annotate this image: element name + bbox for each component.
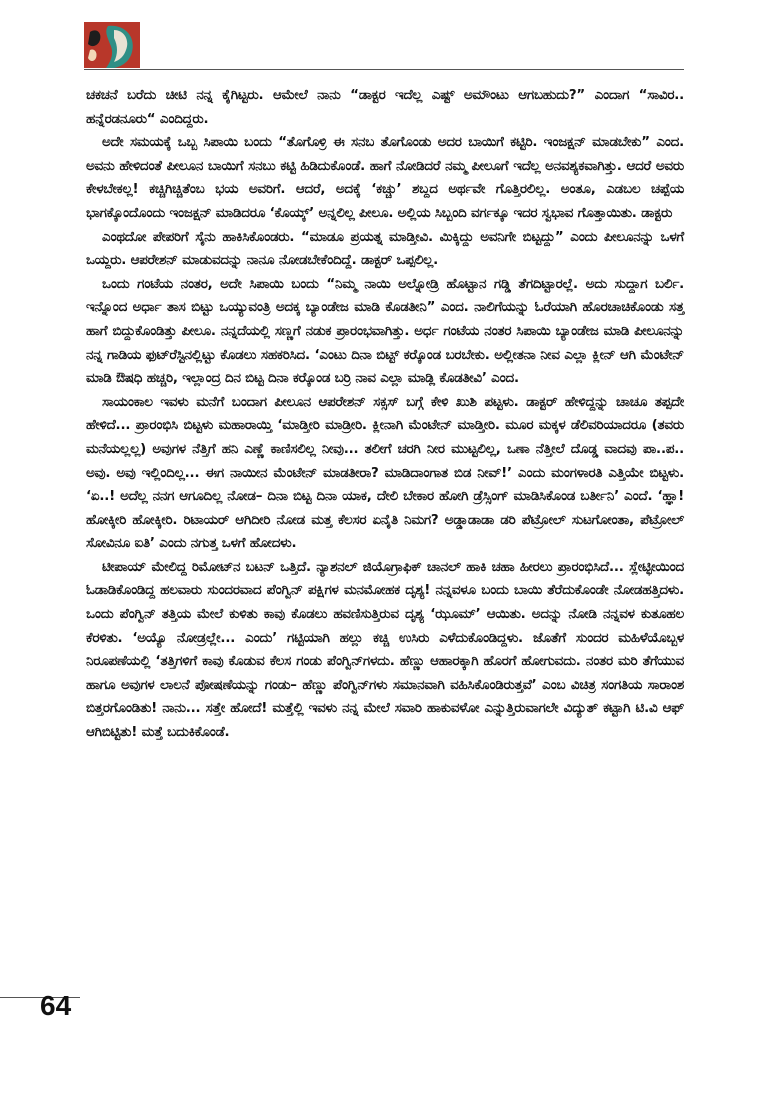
paragraph-2: ಅದೇ ಸಮಯಕ್ಕೆ ಒಬ್ಬ ಸಿಪಾಯಿ ಬಂದು “ತೊಗೊಳ್ರಿ ಈ ಸನಬ ತೊಗೊಂಡು ಅದರ ಬಾಯಿಗೆ ಕಟ್ಟಿರಿ. ಇಂಜಕ್ಷನ್ ಮಾಡಬೇಕು” ಎಂದ. ಅವನು ಹೇಳಿದಂತೆ ಪೀಲೂನ ಬಾಯಿಗೆ ಸನಬು ಕಟ್ಟಿ ಹಿಡಿದುಕೊಂಡೆ. ಹಾಗೆ ನೋಡಿದರೆ ನಮ್ಮ ಪೀಲೂಗೆ ಇದೆಲ್ಲ ಅನವಶ್ಯಕವಾಗಿತ್ತು. ಆದರೆ ಅವರು ಕೇಳಬೇಕಲ್ಲ! ಕಚ್ಚಿಗಿಚ್ಚಿತೆಂಬ ಭಯ ಅವರಿಗೆ. ಆದರೆ, ಅದಕ್ಕೆ ‘ಕಚ್ಚು’ ಶಬ್ದದ ಅರ್ಥವೇ ಗೊತ್ತಿರಲಿಲ್ಲ. ಅಂತೂ, ಎಡಬಲ ಚಪ್ಪೆಯ ಭಾಗಕ್ಕೊಂದೊಂದು ಇಂಜಕ್ಷನ್ ಮಾಡಿದರೂ ‘ಕೊಯ್ಕ್’ ಅನ್ನಲಿಲ್ಲ ಪೀಲೂ. ಅಲ್ಲಿಯ ಸಿಬ್ಬಂದಿ ವರ್ಗಕ್ಕೂ ಇದರ ಸ್ವಭಾವ ಗೊತ್ತಾಯಿತು. ಡಾಕ್ಟರು [86, 135, 684, 221]
article-body [86, 84, 684, 745]
paragraph-3: ಎಂಥದೋ ಪೇಪರಿಗೆ ಸೈನು ಹಾಕಿಸಿಕೊಂಡರು. “ಮಾಡೂ ಪ್ರಯತ್ನ ಮಾಡ್ತೀವಿ. ಮಿಕ್ಕಿದ್ದು ಅವನಿಗೇ ಬಿಟ್ಟದ್ದು” ಎಂದು ಪೀಲೂನನ್ನು ಒಳಗೆ ಒಯ್ದರು. ಆಪರೇಶನ್ ಮಾಡುವದನ್ನು ನಾನೂ ನೋಡಬೇಕೆಂದಿದ್ದೆ. ಡಾಕ್ಟರ್ ಒಪ್ಪಲಿಲ್ಲ. [86, 229, 684, 269]
paragraph-5: ಸಾಯಂಕಾಲ ಇವಳು ಮನೆಗೆ ಬಂದಾಗ ಪೀಲೂನ ಆಪರೇಶನ್ ಸಕ್ಸಸ್ ಬಗ್ಗೆ ಕೇಳಿ ಖುಶಿ ಪಟ್ಟಳು. ಡಾಕ್ಟರ್ ಹೇಳಿದ್ದನ್ನು ಚಾಚೂ ತಪ್ಪದೇ ಹೇಳಿದೆ... ಪ್ರಾರಂಭಿಸಿ ಬಿಟ್ಟಳು ಮಹಾರಾಯ್ತಿ ‘ಮಾಡ್ತೀರಿ ಮಾಡ್ರೀರಿ. ಕ್ಲೀನಾಗಿ ಮೆಂಟೇನ್ ಮಾಡ್ತೀರಿ. ಮೂರ ಮಕ್ಕಳ ಡೆಲಿವರಿಯಾದರೂ (ತವರು ಮನೆಯಲ್ಲಲ್ಲ) ಅವುಗಳ ನೆತ್ತಿಗೆ ಹನಿ ಎಣ್ಣೆ ಕಾಣಿಸಲಿಲ್ಲ ನೀವು... ತಲೀಗೆ ಚರಗಿ ನೀರ ಮುಟ್ಟಲಿಲ್ಲ, ಒಣಾ ನೆತ್ತೀಲೆ ದೊಡ್ಡ ವಾದವು ಪಾ..ಪ.. ಅವು. ಅವು ಇಲ್ಲಿಂದಿಲ್ಲ... ಈಗ ನಾಯೀನ ಮೆಂಟೇನ್ ಮಾಡತೀರಾ? ಮಾಡಿದಾಂಗಾತ ಬಿಡ ನೀವ್!’ ಎಂದು ಮಂಗಳಾರತಿ ಎತ್ತಿಯೇ ಬಿಟ್ಟಳು. ‘ಏ..! ಅದೆಲ್ಲ ನನಗ ಆಗೂದಿಲ್ಲ ನೋಡ– ದಿನಾ ಬಿಟ್ಟ ದಿನಾ ಯಾಕ, ದೇಲಿ ಬೇಕಾರ ಹೋಗಿ ಡ್ರೆಸ್ಸಿಂಗ್ ಮಾಡಿಸಿಕೊಂಡ ಬರ್ತೀನಿ’ ಎಂದೆ. ‘ಹ್ಞಾ! ಹೋಕ್ಕೀರಿ ಹೋಕ್ಕೀರಿ. ರಿಟಾಯರ್ ಆಗಿದೀರಿ ನೋಡ ಮತ್ತ ಕೆಲಸರ ಏನೈತಿ ನಿಮಗ? ಅಡ್ಡಾಡಾಡಾ ಡರಿ ಪೆಟ್ರೋಲ್ ಸುಟಗೋಂತಾ, ಪೆಟ್ರೋಲ್ ಸೋವಿನೂ ಐತಿ’ ಎಂದು ನಗುತ್ತ ಒಳಗೆ ಹೋದಳು. [86, 394, 684, 552]
header-divider [84, 69, 684, 70]
magazine-logo [84, 22, 140, 68]
paragraph-4: ಒಂದು ಗಂಟೆಯ ನಂತರ, ಅದೇ ಸಿಪಾಯಿ ಬಂದು “ನಿಮ್ಮ ನಾಯಿ ಅಲ್ನೋಡ್ರಿ ಹೊಟ್ಟಾನ ಗಡ್ಡಿ ತೆಗದಿಟ್ಟಾರಲ್ಲೆ. ಅದು ಸುದ್ದಾಗ ಬರ್ಲಿ. ಇನ್ನೊಂದ ಅರ್ಧಾ ತಾಸ ಬಿಟ್ಟು ಒಯ್ಯುವಂತ್ರಿ ಅದಕ್ಕ ಬ್ಯಾಂಡೇಜ ಮಾಡಿ ಕೊಡತೀನಿ” ಎಂದ. ನಾಲಿಗೆಯನ್ನು ಓರೆಯಾಗಿ ಹೊರಚಾಚಿಕೊಂಡು ಸತ್ತ ಹಾಗೆ ಬಿದ್ದುಕೊಂಡಿತ್ತು ಪೀಲೂ. ನನ್ನದೆಯಲ್ಲಿ ಸಣ್ಣಗೆ ನಡುಕ ಪ್ರಾರಂಭವಾಗಿತ್ತು. ಅರ್ಧ ಗಂಟೆಯ ನಂತರ ಸಿಪಾಯಿ ಬ್ಯಾಂಡೇಜ ಮಾಡಿ ಪೀಲೂನನ್ನು ನನ್ನ ಗಾಡಿಯ ಫುಟ್‌ರೆಸ್ಟಿನಲ್ಲಿಟ್ಟು ಕೊಡಲು ಸಹಕರಿಸಿದ. ‘ಎಂಟು ದಿನಾ ಬಿಟ್ಟ್ ಕರ್‍ಕೊಂಡ ಬರಬೇಕು. ಅಲ್ಲೀತನಾ ನೀವ ಎಲ್ಲಾ ಕ್ಲೀನ್ ಆಗಿ ಮೆಂಟೇನ್ ಮಾಡಿ ಔಷಧಿ ಹಚ್ಚರಿ, ಇಲ್ಲಾಂದ್ರ ದಿನ ಬಿಟ್ಟ ದಿನಾ ಕರ್‍ಕೊಂಡ ಬರ್‍ರಿ ನಾವ ಎಲ್ಲಾ ಮಾಡ್ಲಿ ಕೊಡತೀವಿ’ ಎಂದ. [86, 276, 684, 387]
page-number: 64 [40, 990, 72, 1021]
paragraph-6: ಟೀಪಾಯ್ ಮೇಲಿದ್ದ ರಿಮೋಟ್‌ನ ಬಟನ್ ಒತ್ತಿದೆ. ನ್ಯಾಶನಲ್ ಜಿಯೊಗ್ರಾಫಿಕ್ ಚಾನಲ್ ಹಾಕಿ ಚಹಾ ಹೀರಲು ಪ್ರಾರಂಭಿಸಿದೆ... ಸ್ಲೇಟ್ಫೀಯಿಂದ ಓಡಾಡಿಕೊಂಡಿದ್ದ ಹಲವಾರು ಸುಂದರವಾದ ಪೆಂಗ್ವಿನ್ ಪಕ್ಷಿಗಳ ಮನಮೋಹಕ ದೃಶ್ಯ! ನನ್ನವಳೂ ಬಂದು ಬಾಯಿ ತೆರೆದುಕೊಂಡೇ ನೋಡಹತ್ತಿದಳು. ಒಂದು ಪೆಂಗ್ವಿನ್ ತತ್ತಿಯ ಮೇಲೆ ಕುಳಿತು ಕಾವು ಕೊಡಲು ಹವಣಿಸುತ್ತಿರುವ ದೃಶ್ಯ ‘ಝೂಮ್’ ಆಯಿತು. ಅದನ್ನು ನೋಡಿ ನನ್ನವಳ ಕುತೂಹಲ ಕೆರಳಿತು. ‘ಅಯ್ಯೊ ನೋಡ್ರಲ್ಲೇ... ಎಂದು’ ಗಟ್ಟಿಯಾಗಿ ಹಲ್ಲು ಕಚ್ಚಿ ಉಸಿರು ಎಳೆದುಕೊಂಡಿದ್ದಳು. ಜೊತೆಗೆ ಸುಂದರ ಮಹಿಳೆಯೊಬ್ಬಳ ನಿರೂಪಣೆಯಲ್ಲಿ ‘ತತ್ತಿಗಳಿಗೆ ಕಾವು ಕೊಡುವ ಕೆಲಸ ಗಂಡು ಪೆಂಗ್ವಿನ್‌ಗಳದು. ಹೆಣ್ಣು ಆಹಾರಕ್ಕಾಗಿ ಹೊರಗೆ ಹೋಗುವದು. ನಂತರ ಮರಿ ತೆಗೆಯುವ ಹಾಗೂ ಅವುಗಳ ಲಾಲನೆ ಪೋಷಣೆಯನ್ನು ಗಂಡು– ಹೆಣ್ಣು ಪೆಂಗ್ವಿನ್‌ಗಳು ಸಮಾನವಾಗಿ ವಹಿಸಿಕೊಂಡಿರುತ್ತವೆ’ ಎಂಬ ವಿಚಿತ್ರ ಸಂಗತಿಯ ಸಾರಾಂಶ ಬಿತ್ತರಗೊಂಡಿತು! ನಾನು... ಸತ್ತೇ ಹೋದೆ! ಮತ್ತೆಲ್ಲಿ ಇವಳು ನನ್ನ ಮೇಲೆ ಸವಾರಿ ಹಾಕುವಳೋ ಎನ್ನುತ್ತಿರುವಾಗಲೇ ವಿದ್ಯುತ್ ಕಟ್ಟಾಗಿ ಟಿ.ವಿ ಆಫ್ ಆಗಿಬಿಟ್ಟಿತು! ಮತ್ತೆ ಬದುಕಿಕೊಂಡೆ. [86, 559, 684, 741]
paragraph-1: ಚಕಚನೆ ಬರೆದು ಚೀಟಿ ನನ್ನ ಕೈಗಿಟ್ಟರು. ಆಮೇಲೆ ನಾನು “ಡಾಕ್ಟರ ಇದೆಲ್ಲ ಎಷ್ಟ್ ಅಮೌಂಟು ಆಗಬಹುದು?” ಎಂದಾಗ “ಸಾವಿರ.. ಹನ್ನೆರಡನೂರು“ ಎಂದಿದ್ದರು. [86, 88, 684, 127]
face-profile-icon [84, 22, 140, 68]
